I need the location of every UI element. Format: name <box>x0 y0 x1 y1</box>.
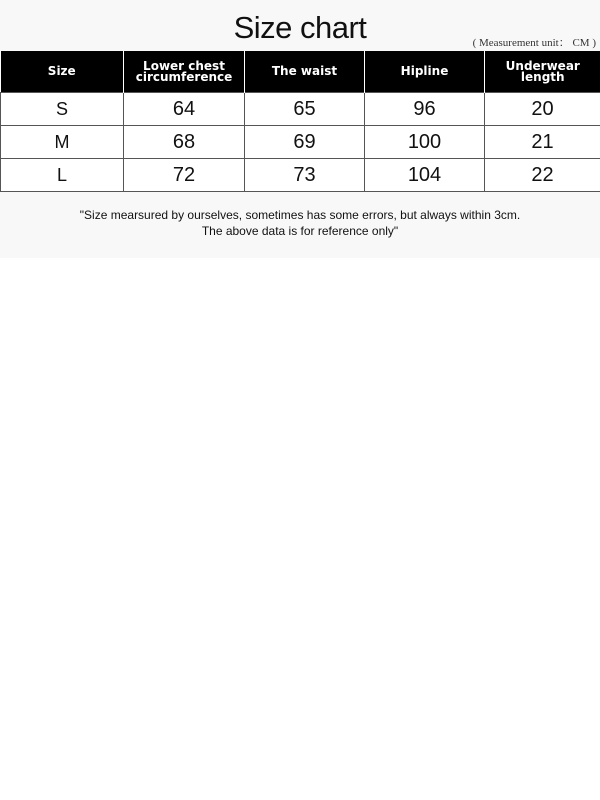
cell-size: L <box>1 159 124 192</box>
table-row <box>1 93 600 126</box>
cell-hipline: 100 <box>365 126 485 159</box>
table-header-row <box>1 51 600 93</box>
cell-underwear-length: 22 <box>485 159 600 192</box>
header-underwear-length: Underwear length <box>485 51 600 93</box>
header-lower-chest-circumference: Lower chest circumference <box>124 51 245 93</box>
cell-waist: 65 <box>245 93 365 126</box>
table-row <box>1 126 600 159</box>
cell-underwear-length: 21 <box>485 126 600 159</box>
table-row <box>1 159 600 192</box>
cell-hipline: 96 <box>365 93 485 126</box>
reference-note-line-2: The above data is for reference only" <box>201 224 399 238</box>
reference-note-line-1: "Size mearsured by ourselves, sometimes has some errors, but always within 3cm. <box>79 208 521 222</box>
page-title: Size chart <box>233 10 367 45</box>
cell-size: M <box>1 126 124 159</box>
cell-size: S <box>1 93 124 126</box>
cell-lower-chest: 68 <box>124 126 245 159</box>
cell-waist: 73 <box>245 159 365 192</box>
cell-waist: 69 <box>245 126 365 159</box>
size-table <box>0 51 600 192</box>
cell-underwear-length: 20 <box>485 93 600 126</box>
cell-hipline: 104 <box>365 159 485 192</box>
header-size: Size <box>1 51 124 93</box>
measurement-unit-note: ( Measurement unit： CM ) <box>472 37 596 49</box>
cell-lower-chest: 72 <box>124 159 245 192</box>
size-chart-card <box>0 0 600 258</box>
cell-lower-chest: 64 <box>124 93 245 126</box>
header-hipline: Hipline <box>365 51 485 93</box>
header-waist: The waist <box>245 51 365 93</box>
reference-note <box>0 207 600 239</box>
